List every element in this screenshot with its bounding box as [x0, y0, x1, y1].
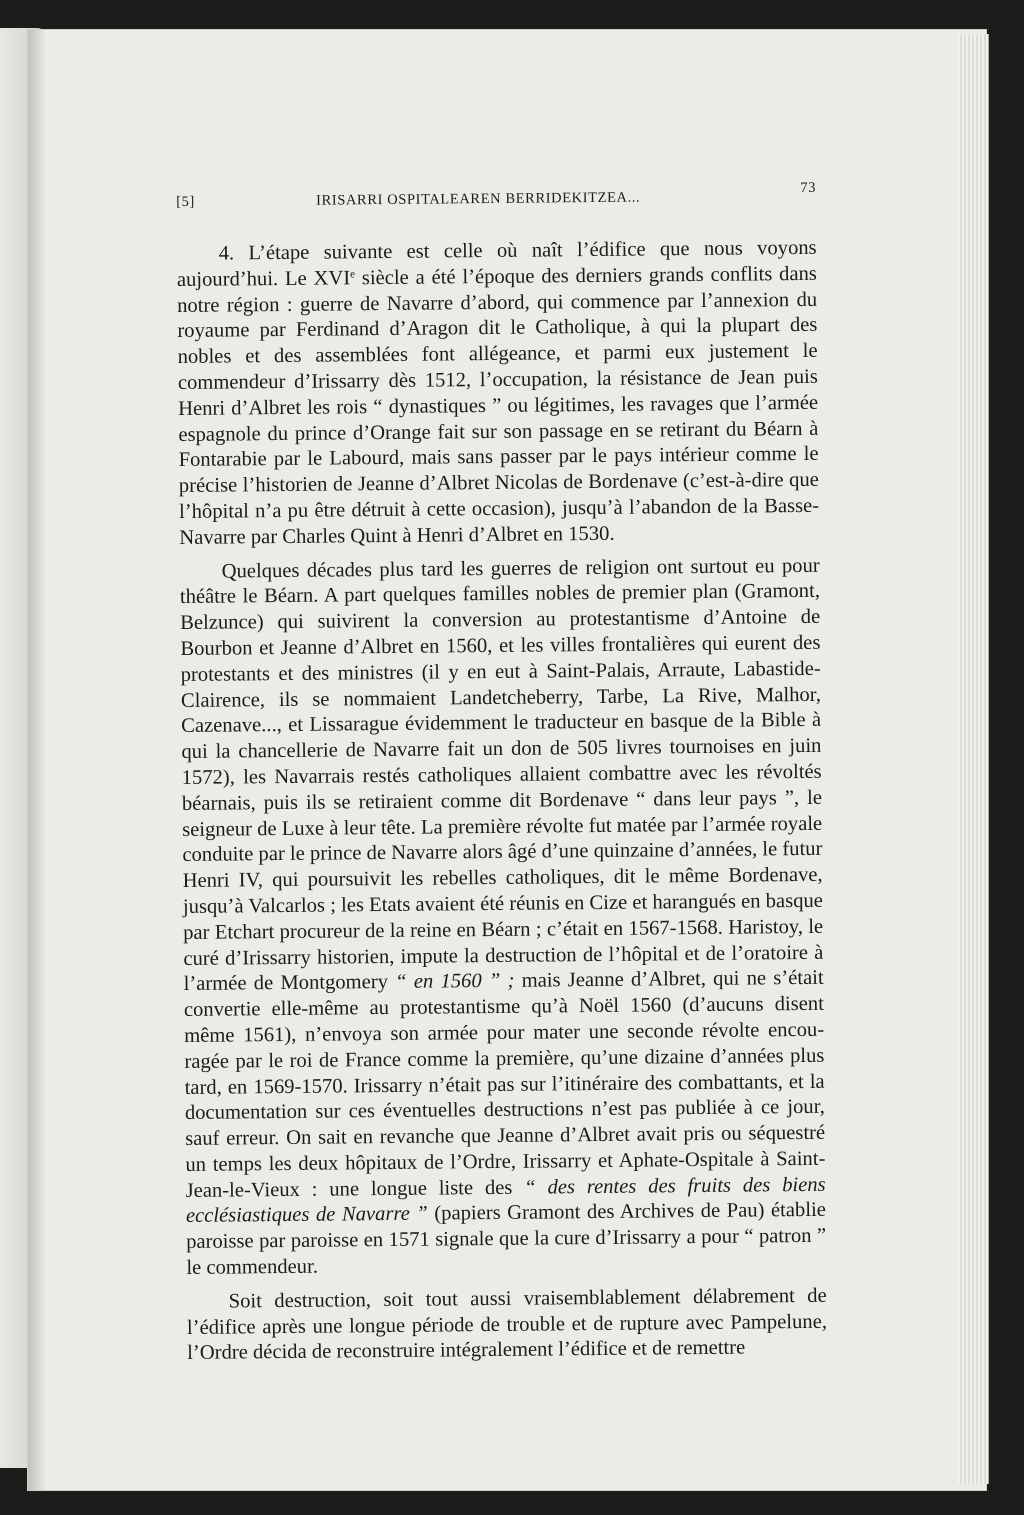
paragraph-2-italic-1: “ en 1560 ” ; — [395, 970, 515, 994]
paragraph-1-part-a: 4. L’étape suivante est celle où naît l’édifice que nous voyons aujourd’hui. Le XVI — [176, 236, 817, 291]
paragraph-2-part-b: mais Jeanne d’Albret, qui ne s’était convertie elle-même au protestantisme qu’à Noël 1560 (d’aucuns disent même 1561), n’envoya son armée pour mater une seconde révolte encouragée par le roi de France comme la première, qu’une dizaine d’années plus tard, en 1569-1570. Irissarry n’était pas sur l’itinéraire des combattants, et la documentation sur ces éventuelles destructions n’est pas publiée à ce jour, sauf erreur. On sait en revanche que Jeanne d’Albret avait pris ou séquestré un temps les deux hôpitaux de l’Ordre, Irissarry et Aphate-Ospitale à Saint-Jean-le-Vieux : une longue liste des — [183, 967, 826, 1202]
paragraph-3-text: Soit destruction, soit tout aussi vraisemblablement délabrement de l’édifice après une longue période de trouble et de rupture avec Pampelune, l’Ordre décida de reconstruire intégralement l’édifice et de remettre — [186, 1284, 828, 1365]
paragraph-1 — [177, 236, 820, 552]
superscript-e: e — [350, 268, 356, 281]
paragraph-2-part-c: (papiers Gramont des Archives de Pau) établie paroisse par paroisse en 1571 signale que la cure d’Irissarry a pour “ patron ” le commendeur. — [186, 1199, 827, 1280]
text-block — [176, 180, 827, 1375]
page-stack-edge — [958, 34, 989, 1484]
running-header — [176, 180, 816, 214]
running-title: IRISARRI OSPITALEAREN BERRIDEKITZEA... — [316, 189, 641, 209]
page-number: 73 — [800, 179, 817, 197]
paragraph-2 — [180, 553, 827, 1281]
gutter-shadow — [28, 30, 46, 1490]
paragraph-3 — [187, 1284, 828, 1368]
section-number: [5] — [176, 193, 195, 210]
paragraph-2-italic-2: “ des rentes des fruits des biens ecclésiastiques de Navarre ” — [185, 1173, 826, 1228]
paragraph-2-part-a: Quelques décades plus tard les guerres de religion ont surtout eu pour théâtre le Béarn. A part quelques familles nobles de premier plan (Gramont, Belzunce) qui suivirent la conversion au protestantisme d’Antoine de Bourbon et Jeanne d’Albret en 1560, et les villes frontalières qui eurent des protestants et des ministres (il y en eut à Saint-Palais, Arraute, Labastide-Clairence, ils se nommaient Landetcheberry, Tarbe, La Rive, Malhor, Cazenave..., et Lissarague évidemment le traducteur en basque de la Bible à qui la chancellerie de Navarre fait un don de 505 livres tournoises en juin 1572), les Navarrais restés catholiques allaient combattre avec les révoltés béarnais, puis ils se retiraient comme dit Bordenave “ dans leur pays ”, le seigneur de Luxe à leur tête. La première révolte fut matée par l’armée royale conduite par le prince de Navarre alors âgé d’une quinzaine d’années, le futur Henri IV, qui poursuivit les rebelles catholiques, dit le même Bordenave, jusqu’à Valcarlos ; les Etats avaient été réunis en Cize et harangués en basque par Etchart procureur de la reine en Béarn ; c’était en 1567-1568. Haristoy, le curé d’Irissarry historien, impute la destruction de l’hôpital et de l’oratoire à l’armée de Montgomery — [179, 554, 824, 996]
paragraph-1-part-b: siècle a été l’époque des derniers grands conflits dans notre région : guerre de Navarre d’abord, qui commence par l’annexion du royaume par Ferdinand d’Aragon dit le Catholique, à qui la plupart des nobles et des assemblées font allégeance, et parmi eux justement le commendeur d’Irissarry dès 1512, l’occupation, la résistance de Jean puis Henri d’Albret les rois “ dynastiques ” ou légitimes, les ravages que l’armée espagnole du prince d’Orange fait sur son passage en se retirant du Béarn à Fontarabie par le Labourd, mais sans passer par le pays intérieur comme le précise l’historien de Jeanne d’Albret Nicolas de Bordenave (c’est-à-dire que l’hôpital n’a pu être détruit à cette occasion), jusqu’à l’abandon de la Basse-Navarre par Charles Quint à Henri d’Albret en 1530. — [177, 262, 820, 549]
